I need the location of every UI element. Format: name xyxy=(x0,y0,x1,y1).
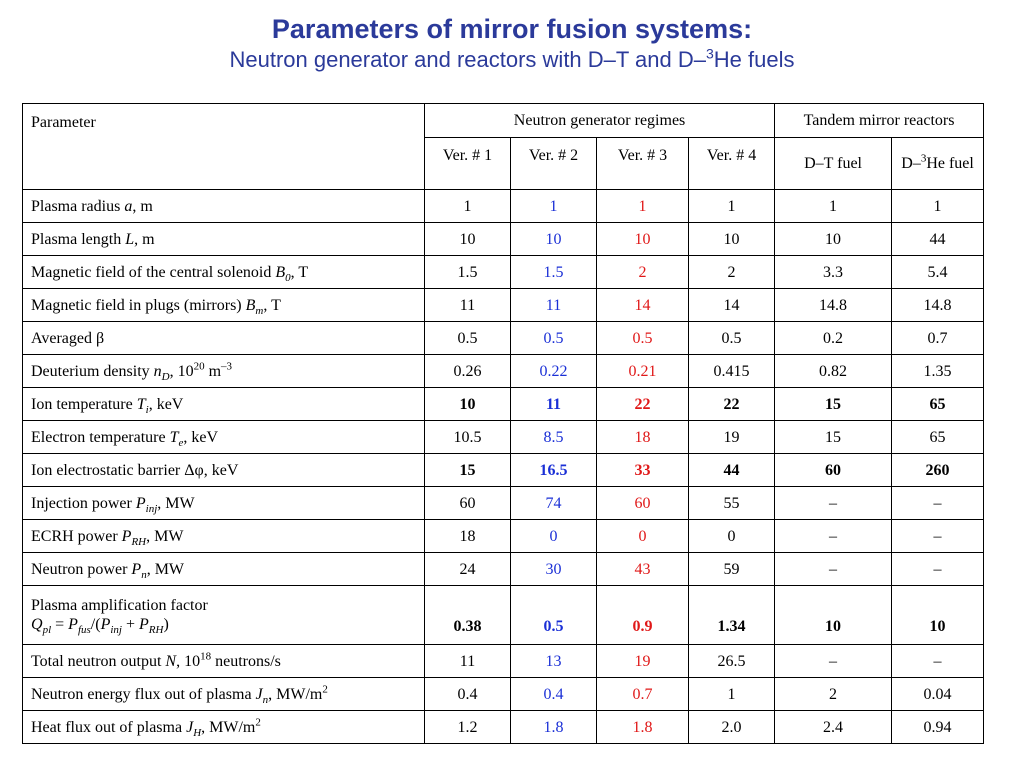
label-symbol: J xyxy=(186,718,194,736)
label-unit: , MW/m xyxy=(201,718,256,736)
label-text: Ion electrostatic barrier Δφ, keV xyxy=(31,461,239,479)
label-subscript xyxy=(146,503,158,515)
label-superscript: 2 xyxy=(322,683,328,696)
value-cell: 10 xyxy=(597,223,689,256)
value-cell: 0.5 xyxy=(511,322,597,355)
value-cell: 10 xyxy=(892,586,984,645)
formula-subscript xyxy=(110,624,122,636)
label-subscript-text: H xyxy=(193,726,202,739)
value-cell: 0.04 xyxy=(892,678,984,711)
label-unit: , MW xyxy=(157,494,195,512)
value-cell: 0.7 xyxy=(892,322,984,355)
value-cell: 10 xyxy=(775,223,892,256)
table-row xyxy=(23,586,984,645)
value-cell: – xyxy=(892,645,984,678)
value-cell: 22 xyxy=(689,388,775,421)
table-row xyxy=(23,645,984,678)
value-cell: 0.5 xyxy=(511,586,597,645)
formula-subscript-text: pl xyxy=(42,624,52,637)
value-cell: 10 xyxy=(511,223,597,256)
label-text: Magnetic field in plugs (mirrors) xyxy=(31,296,246,314)
label-text: ECRH power xyxy=(31,527,122,545)
label-text: Magnetic field of the central solenoid xyxy=(31,263,276,281)
value-cell: 0.94 xyxy=(892,711,984,744)
label-symbol: P xyxy=(121,527,132,545)
value-cell: – xyxy=(775,520,892,553)
value-cell: 26.5 xyxy=(689,645,775,678)
label-superscript: 20 xyxy=(193,360,205,373)
label-subscript-text: 0 xyxy=(285,271,291,284)
value-cell: 19 xyxy=(689,421,775,454)
value-cell: 1 xyxy=(597,190,689,223)
table-row xyxy=(23,520,984,553)
value-cell: – xyxy=(775,553,892,586)
label-unit: , m xyxy=(132,197,153,215)
value-cell: – xyxy=(775,487,892,520)
value-cell: 22 xyxy=(597,388,689,421)
table-row xyxy=(23,256,984,289)
formula-part: = xyxy=(51,616,69,633)
label-subscript-text: RH xyxy=(131,535,147,548)
value-cell: – xyxy=(892,487,984,520)
value-cell: 14 xyxy=(689,289,775,322)
value-cell: 11 xyxy=(511,388,597,421)
label-subscript-text: n xyxy=(141,568,147,581)
row-label xyxy=(23,553,425,586)
label-text: Total neutron output xyxy=(31,652,166,670)
value-cell: 2.0 xyxy=(689,711,775,744)
value-cell: 1.5 xyxy=(425,256,511,289)
value-cell: 0.415 xyxy=(689,355,775,388)
label-unit-2: m xyxy=(204,362,222,380)
formula-part: /( xyxy=(90,616,101,633)
label-subscript-text: n xyxy=(262,693,269,706)
page-title: Parameters of mirror fusion systems: xyxy=(271,14,753,44)
value-cell: 1.2 xyxy=(425,711,511,744)
label-unit: , keV xyxy=(183,428,219,446)
row-label xyxy=(23,289,425,322)
value-cell: 1.35 xyxy=(892,355,984,388)
label-text: Neutron power xyxy=(31,560,132,578)
row-label xyxy=(23,421,425,454)
label-unit-2: neutrons/s xyxy=(211,652,281,670)
row-label xyxy=(23,711,425,744)
header-dt-fuel: D–T fuel xyxy=(775,138,892,190)
value-cell: – xyxy=(892,553,984,586)
value-cell: 1 xyxy=(892,190,984,223)
value-cell: 43 xyxy=(597,553,689,586)
row-label xyxy=(23,355,425,388)
formula-part: P xyxy=(139,616,149,633)
label-unit: , m xyxy=(134,230,155,248)
value-cell: 60 xyxy=(775,454,892,487)
header-ver1: Ver. # 1 xyxy=(425,138,511,190)
value-cell: 14.8 xyxy=(775,289,892,322)
formula-subscript xyxy=(43,624,52,636)
row-label xyxy=(23,388,425,421)
row-label xyxy=(23,678,425,711)
value-cell: 60 xyxy=(597,487,689,520)
label-unit: , 10 xyxy=(169,362,194,380)
value-cell: 0.21 xyxy=(597,355,689,388)
label-symbol: T xyxy=(136,395,146,413)
row-label xyxy=(23,322,425,355)
label-unit: , MW xyxy=(146,560,185,578)
value-cell: 74 xyxy=(511,487,597,520)
label-symbol: N xyxy=(165,652,177,670)
formula-part: ) xyxy=(163,616,169,633)
label-unit: , 10 xyxy=(176,652,201,670)
label-text: Neutron energy flux out of plasma xyxy=(31,685,256,703)
label-subscript-text: D xyxy=(161,370,170,383)
table-row xyxy=(23,487,984,520)
table-row xyxy=(23,553,984,586)
dhe-post: He fuel xyxy=(926,155,974,172)
value-cell: 2 xyxy=(775,678,892,711)
label-superscript-2: –3 xyxy=(221,360,233,373)
header-ver3: Ver. # 3 xyxy=(597,138,689,190)
table-row xyxy=(23,711,984,744)
label-symbol: L xyxy=(125,230,135,248)
value-cell: 2.4 xyxy=(775,711,892,744)
table-row xyxy=(23,388,984,421)
header-dhe-fuel xyxy=(892,138,984,190)
label-symbol: T xyxy=(169,428,179,446)
value-cell: 1.34 xyxy=(689,586,775,645)
table-row xyxy=(23,678,984,711)
row-label xyxy=(23,487,425,520)
label-subscript-text: i xyxy=(145,403,149,416)
table-row xyxy=(23,355,984,388)
table-row xyxy=(23,322,984,355)
value-cell: 0 xyxy=(597,520,689,553)
value-cell: 0.22 xyxy=(511,355,597,388)
label-unit: , MW/m xyxy=(268,685,323,703)
label-superscript: 2 xyxy=(255,716,261,729)
row-label xyxy=(23,223,425,256)
label-text: Plasma length xyxy=(31,230,126,248)
value-cell: 0.5 xyxy=(425,322,511,355)
table-row xyxy=(23,190,984,223)
value-cell: 15 xyxy=(775,388,892,421)
table-body xyxy=(23,190,984,744)
value-cell: 13 xyxy=(511,645,597,678)
label-superscript: 18 xyxy=(200,650,212,663)
label-symbol: B xyxy=(245,296,256,314)
value-cell: 59 xyxy=(689,553,775,586)
value-cell: 1 xyxy=(425,190,511,223)
label-text: Electron temperature xyxy=(31,428,170,446)
subtitle-text: Neutron generator and reactors with D–T and D– xyxy=(229,47,706,72)
value-cell: 1 xyxy=(511,190,597,223)
value-cell: 0 xyxy=(689,520,775,553)
label-symbol: a xyxy=(124,197,133,215)
dhe-sup: 3 xyxy=(920,152,927,165)
formula-part: P xyxy=(68,616,78,633)
formula-part: + xyxy=(121,616,139,633)
parameters-table xyxy=(22,103,984,744)
value-cell: 18 xyxy=(597,421,689,454)
value-cell: 10 xyxy=(425,223,511,256)
label-subscript-text: m xyxy=(255,304,264,317)
value-cell: 1 xyxy=(775,190,892,223)
label-subscript xyxy=(193,727,201,739)
value-cell: 1.8 xyxy=(511,711,597,744)
value-cell: 65 xyxy=(892,388,984,421)
value-cell: 15 xyxy=(775,421,892,454)
header-ver4: Ver. # 4 xyxy=(689,138,775,190)
value-cell: 44 xyxy=(689,454,775,487)
label-text: Injection power xyxy=(31,494,136,512)
label-text: Averaged β xyxy=(31,329,105,347)
value-cell: 0.5 xyxy=(689,322,775,355)
value-cell: 33 xyxy=(597,454,689,487)
label-unit: , keV xyxy=(148,395,184,413)
label-symbol: P xyxy=(131,560,142,578)
value-cell: 0.82 xyxy=(775,355,892,388)
value-cell: 11 xyxy=(511,289,597,322)
formula-subscript-text: fus xyxy=(77,624,91,637)
subtitle-text-end: He fuels xyxy=(713,47,795,72)
row-label xyxy=(23,256,425,289)
label-symbol: n xyxy=(153,362,162,380)
value-cell: 0.2 xyxy=(775,322,892,355)
value-cell: 260 xyxy=(892,454,984,487)
value-cell: 5.4 xyxy=(892,256,984,289)
value-cell: 3.3 xyxy=(775,256,892,289)
value-cell: 0.4 xyxy=(511,678,597,711)
formula-subscript-text: inj xyxy=(110,624,122,637)
value-cell: 8.5 xyxy=(511,421,597,454)
dhe-pre: D– xyxy=(901,155,921,172)
label-subscript-text: inj xyxy=(145,502,158,515)
label-subscript-text: e xyxy=(178,436,184,449)
value-cell: 30 xyxy=(511,553,597,586)
formula-subscript xyxy=(149,624,164,636)
formula-subscript-text: RH xyxy=(148,624,164,637)
table-row xyxy=(23,421,984,454)
header-tandem-mirror: Tandem mirror reactors xyxy=(775,104,984,138)
label-subscript xyxy=(131,536,146,548)
label-symbol: B xyxy=(275,263,286,281)
value-cell: 2 xyxy=(597,256,689,289)
value-cell: 11 xyxy=(425,289,511,322)
value-cell: 44 xyxy=(892,223,984,256)
label-unit: , T xyxy=(263,296,281,314)
label-text: Deuterium density xyxy=(31,362,154,380)
value-cell: 10 xyxy=(775,586,892,645)
value-cell: 16.5 xyxy=(511,454,597,487)
row-label xyxy=(23,645,425,678)
row-label xyxy=(23,520,425,553)
row-label xyxy=(23,454,425,487)
value-cell: 0.4 xyxy=(425,678,511,711)
value-cell: 14.8 xyxy=(892,289,984,322)
row-label xyxy=(23,586,425,645)
value-cell: 14 xyxy=(597,289,689,322)
value-cell: 18 xyxy=(425,520,511,553)
value-cell: – xyxy=(775,645,892,678)
value-cell: 11 xyxy=(425,645,511,678)
value-cell: 65 xyxy=(892,421,984,454)
row-label xyxy=(23,190,425,223)
value-cell: 24 xyxy=(425,553,511,586)
value-cell: – xyxy=(892,520,984,553)
value-cell: 0.26 xyxy=(425,355,511,388)
value-cell: 2 xyxy=(689,256,775,289)
label-unit: , T xyxy=(290,263,309,281)
label-text: Plasma amplification factor xyxy=(31,597,208,614)
value-cell: 1.5 xyxy=(511,256,597,289)
label-text: Heat flux out of plasma xyxy=(31,718,187,736)
value-cell: 0.5 xyxy=(597,322,689,355)
label-unit: , MW xyxy=(146,527,184,545)
value-cell: 15 xyxy=(425,454,511,487)
label-symbol: J xyxy=(255,685,263,703)
value-cell: 60 xyxy=(425,487,511,520)
value-cell: 0.38 xyxy=(425,586,511,645)
label-text: Ion temperature xyxy=(31,395,137,413)
formula-subscript xyxy=(78,624,91,636)
title-block xyxy=(0,12,1024,74)
table-row xyxy=(23,454,984,487)
value-cell: 0.9 xyxy=(597,586,689,645)
header-neutron-generator: Neutron generator regimes xyxy=(425,104,775,138)
header-ver2: Ver. # 2 xyxy=(511,138,597,190)
value-cell: 1 xyxy=(689,678,775,711)
value-cell: 10 xyxy=(425,388,511,421)
value-cell: 19 xyxy=(597,645,689,678)
value-cell: 10.5 xyxy=(425,421,511,454)
subtitle-sup: 3 xyxy=(706,45,714,62)
header-parameter: Parameter xyxy=(23,104,425,190)
value-cell: 0.7 xyxy=(597,678,689,711)
value-cell: 55 xyxy=(689,487,775,520)
formula-part: P xyxy=(100,616,111,633)
label-text: Plasma radius xyxy=(31,197,125,215)
table-row xyxy=(23,223,984,256)
value-cell: 1.8 xyxy=(597,711,689,744)
value-cell: 1 xyxy=(689,190,775,223)
label-symbol: P xyxy=(135,494,146,512)
formula-part: Q xyxy=(31,616,43,633)
table-row xyxy=(23,289,984,322)
value-cell: 0 xyxy=(511,520,597,553)
label-subscript xyxy=(162,371,170,383)
value-cell: 10 xyxy=(689,223,775,256)
page-subtitle xyxy=(0,46,1024,74)
